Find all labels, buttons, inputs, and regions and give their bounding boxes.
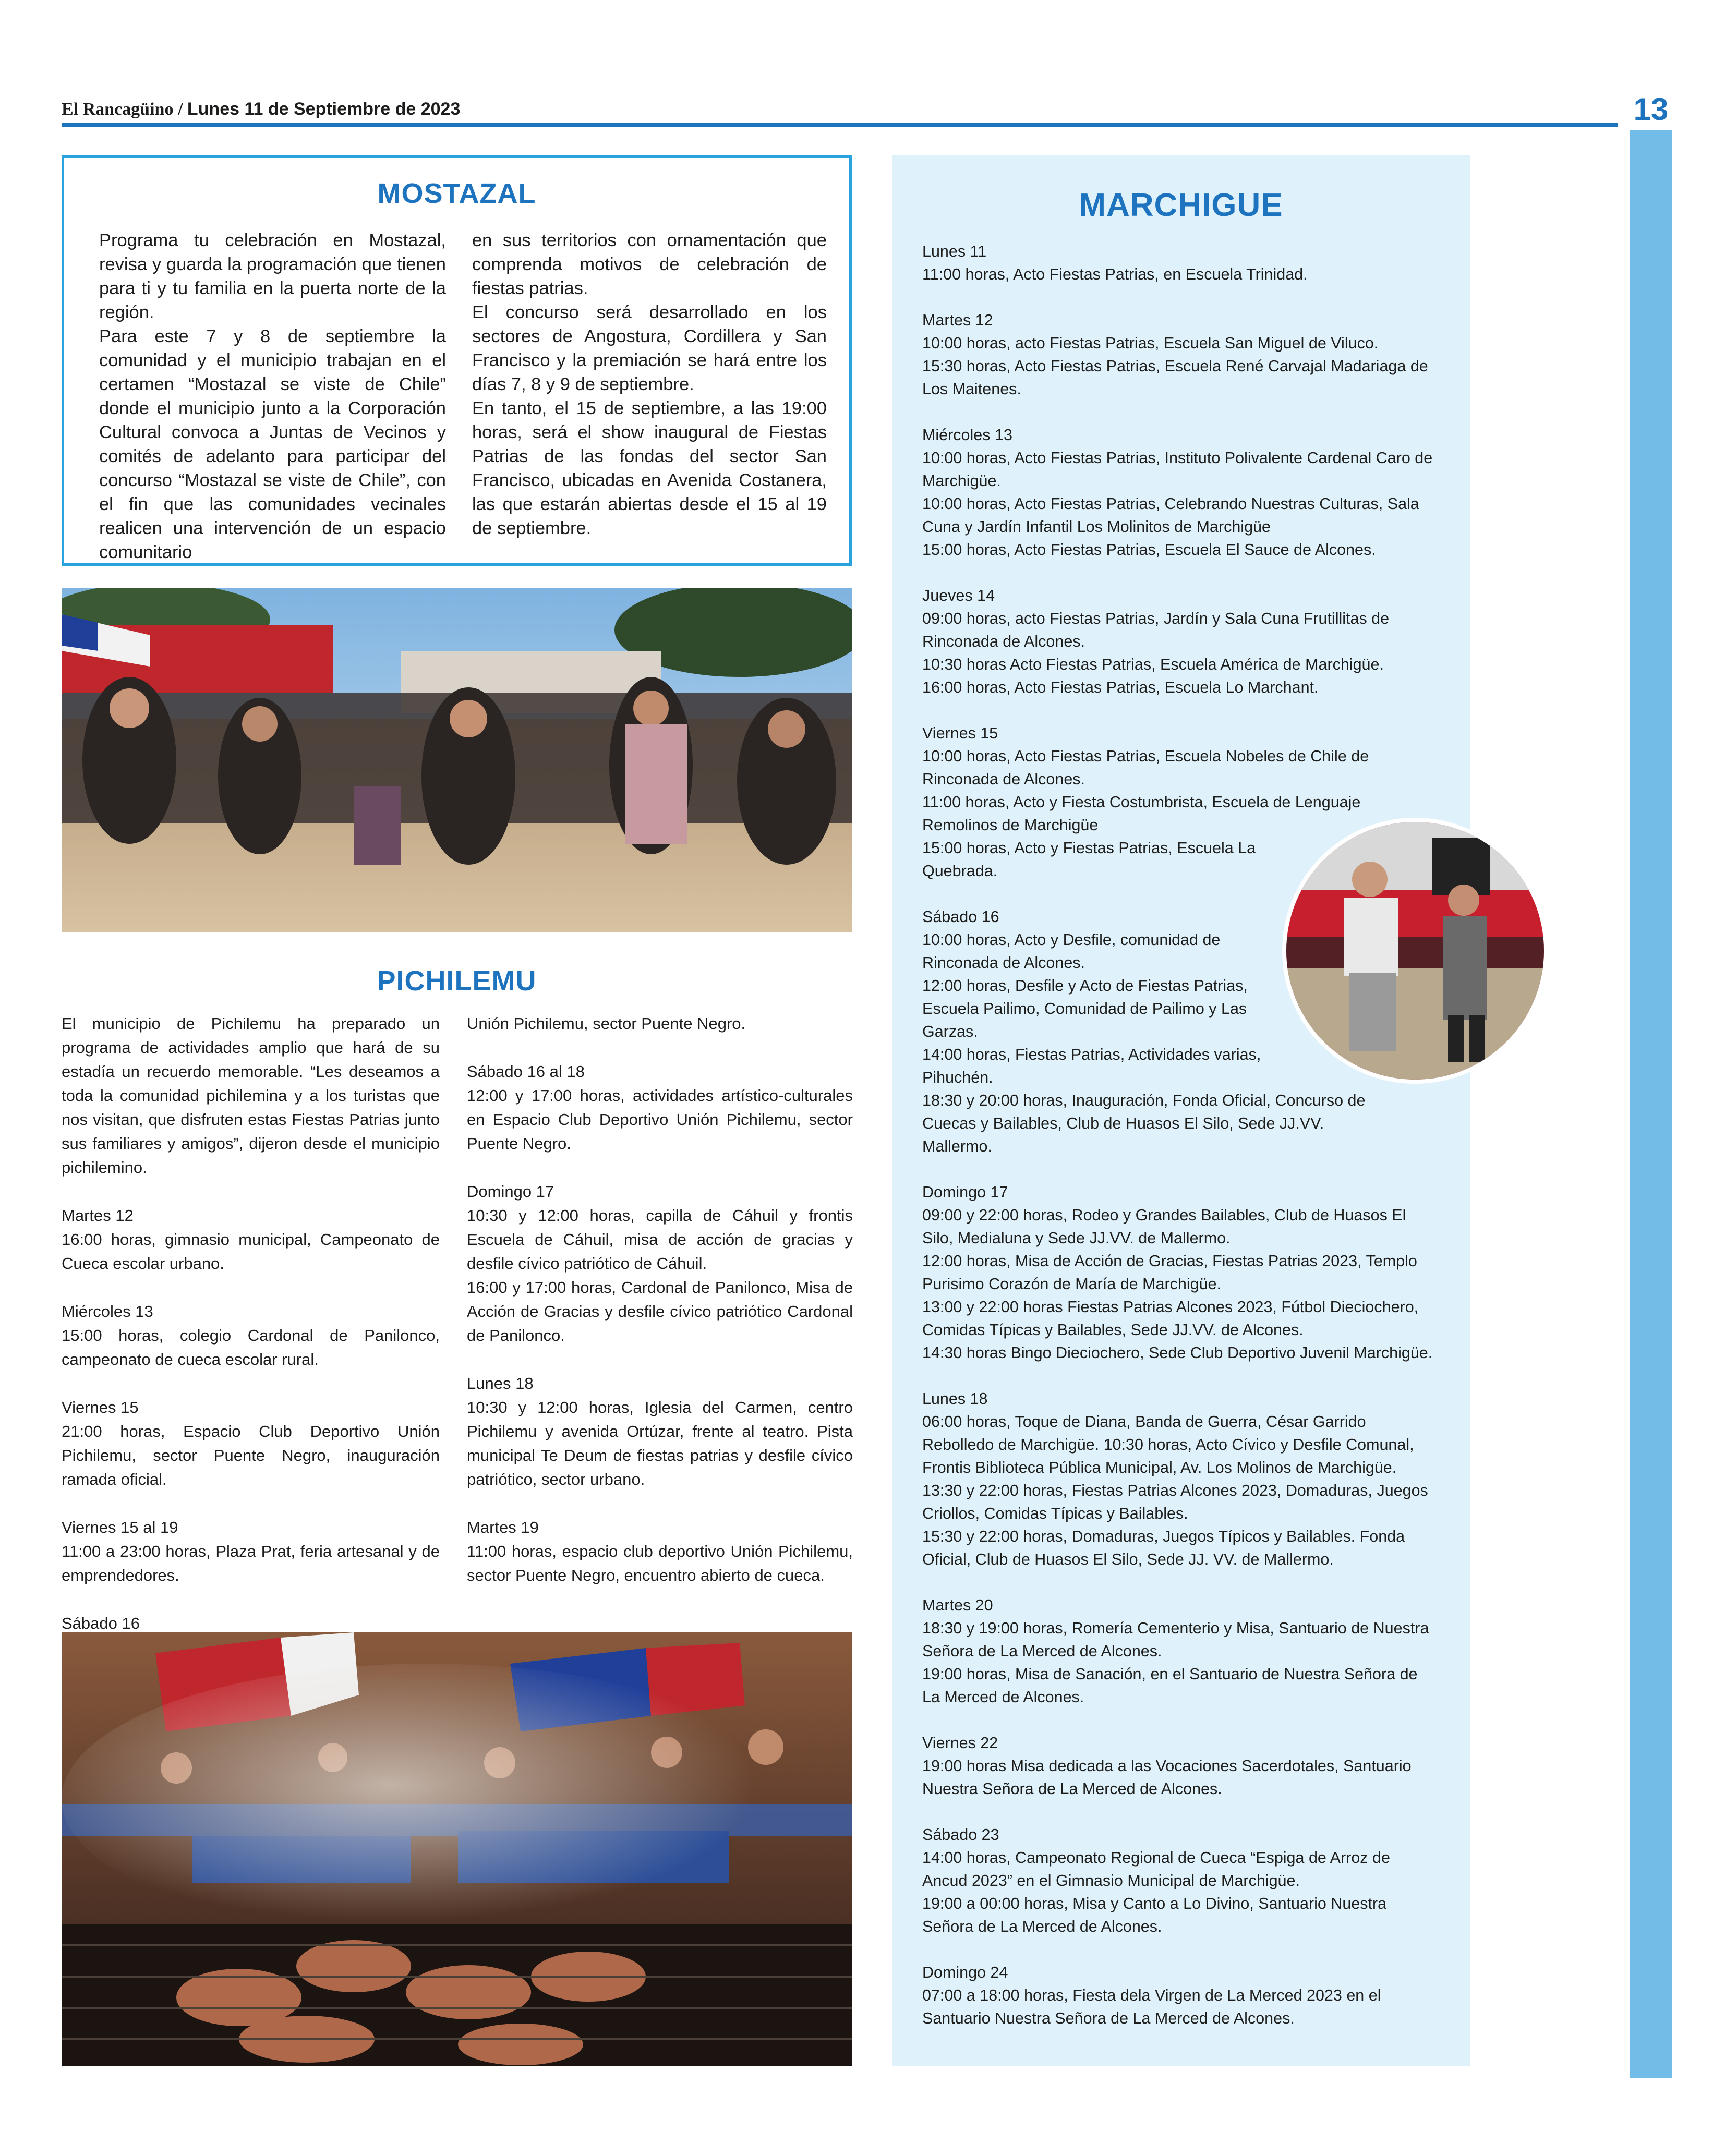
event-line: 10:30 horas Acto Fiestas Patrias, Escuela América de Marchigüe. <box>922 656 1384 673</box>
event-line: 06:00 horas, Toque de Diana, Banda de Guerra, César Garrido Rebolledo de Marchigüe. 10:30 horas, Acto Cívico y Desfile Comunal, Frontis Biblioteca Pública Municipal, Av. Los Molinos de Marchigüe. <box>922 1413 1414 1476</box>
marchigue-day-block <box>922 1181 1433 1364</box>
marchigue-day-block <box>922 722 1433 882</box>
event-line: 07:00 a 18:00 horas, Fiesta dela Virgen de La Merced 2023 en el Santuario Nuestra Señora de La Merced de Alcones. <box>922 1987 1381 2027</box>
marchigue-program <box>922 240 1433 2053</box>
mostazal-column-2 <box>472 228 827 540</box>
day-label: Jueves 14 <box>922 587 995 604</box>
section-label <box>1630 156 1703 296</box>
event-line: 13:00 y 22:00 horas Fiestas Patrias Alcones 2023, Fútbol Dieciochero, Comidas Típicas y Bailables, Sede JJ.VV. de Alcones. <box>922 1298 1419 1339</box>
entry-detail: Unión Pichilemu, sector Puente Negro. <box>467 1014 746 1033</box>
fonda-grill-photo <box>62 1632 852 2066</box>
event-line: 13:30 y 22:00 horas, Fiestas Patrias Alcones 2023, Domaduras, Juegos Criollos, Comidas Típicas y Bailables. <box>922 1482 1428 1522</box>
day-label: Lunes 11 <box>922 243 987 260</box>
page-number: 13 <box>1633 92 1669 127</box>
section-label-text: CRÓNICA <box>1683 205 1703 296</box>
marchigue-day-block <box>922 240 1433 286</box>
issue-date: Lunes 11 de Septiembre de 2023 <box>187 99 461 119</box>
event-line: 16:00 horas, Acto Fiestas Patrias, Escuela Lo Marchant. <box>922 679 1319 696</box>
entry-detail: 21:00 horas, Espacio Club Deportivo Unión Pichilemu, sector Puente Negro, inauguración ramada oficial. <box>62 1422 440 1488</box>
entry-day: Miércoles 13 <box>62 1302 153 1321</box>
pichilemu-entry <box>467 1060 853 1156</box>
masthead <box>62 99 460 119</box>
pichilemu-column-2 <box>467 1012 853 1612</box>
entry-day: Martes 19 <box>467 1518 539 1536</box>
event-line: 15:30 y 22:00 horas, Domaduras, Juegos Típicos y Bailables. Fonda Oficial, Club de Huasos El Silo, Sede JJ. VV. de Mallermo. <box>922 1528 1405 1568</box>
pichilemu-entry <box>467 1012 853 1036</box>
marchigue-day-block <box>922 584 1433 699</box>
event-line: 10:00 horas, Acto y Desfile, comunidad de Rinconada de Alcones. <box>922 931 1221 972</box>
day-label: Viernes 22 <box>922 1734 998 1752</box>
pichilemu-entry <box>62 1300 440 1372</box>
entry-detail: 10:30 y 12:00 horas, Iglesia del Carmen, centro Pichilemu y avenida Ortúzar, frente al teatro. Pista municipal Te Deum de fiestas patrias y desfile cívico patriótico, sector urbano. <box>467 1398 853 1488</box>
marchigue-day-block <box>922 309 1433 401</box>
event-line: 09:00 y 22:00 horas, Rodeo y Grandes Bailables, Club de Huasos El Silo, Medialuna y Sede JJ.VV. de Mallermo. <box>922 1206 1406 1247</box>
entry-day: Lunes 18 <box>467 1374 534 1392</box>
entry-day: Sábado 16 al 18 <box>467 1062 585 1081</box>
pichilemu-entry <box>467 1372 853 1492</box>
day-label: Sábado 16 <box>922 908 999 926</box>
event-line: 19:00 horas, Misa de Sanación, en el Santuario de Nuestra Señora de La Merced de Alcones. <box>922 1665 1418 1706</box>
entry-detail: 16:00 y 17:00 horas, Cardonal de Panilonco, Misa de Acción de Gracias y desfile cívico patriótico Cardonal de Panilonco. <box>467 1278 853 1345</box>
event-line: 12:00 horas, Desfile y Acto de Fiestas Patrias, Escuela Pailimo, Comunidad de Pailimo y Las Garzas. <box>922 977 1248 1040</box>
entry-day: Martes 12 <box>62 1206 134 1225</box>
event-line: 10:00 horas, acto Fiestas Patrias, Escuela San Miguel de Viluco. <box>922 334 1379 352</box>
pichilemu-intro <box>62 1012 440 1180</box>
event-line: 10:00 horas, Acto Fiestas Patrias, Celebrando Nuestras Culturas, Sala Cuna y Jardín Infantil Los Molinitos de Marchigüe <box>922 495 1419 536</box>
entry-detail: 12:00 y 17:00 horas, actividades artístico-culturales en Espacio Club Deportivo Unión Pichilemu, sector Puente Negro. <box>467 1086 853 1153</box>
marchigue-day-block <box>922 1594 1433 1709</box>
entry-day: Sábado 16 <box>62 1614 140 1632</box>
event-line: 19:00 horas Misa dedicada a las Vocaciones Sacerdotales, Santuario Nuestra Señora de La Merced de Alcones. <box>922 1757 1412 1798</box>
event-line: 15:30 horas, Acto Fiestas Patrias, Escuela René Carvajal Madariaga de Los Maitenes. <box>922 357 1428 398</box>
entry-detail: 10:30 y 12:00 horas, capilla de Cáhuil y frontis Escuela de Cáhuil, misa de acción de gracias y desfile cívico patriótico de Cáhuil. <box>467 1206 853 1273</box>
event-line: 09:00 horas, acto Fiestas Patrias, Jardín y Sala Cuna Frutillitas de Rinconada de Alcones. <box>922 610 1390 650</box>
day-label: Lunes 18 <box>922 1390 988 1408</box>
entry-detail: 16:00 horas, gimnasio municipal, Campeonato de Cueca escolar urbano. <box>62 1230 440 1273</box>
day-label: Domingo 17 <box>922 1183 1008 1201</box>
publication-name: El Rancagüino / <box>62 100 183 119</box>
entry-day: Domingo 17 <box>467 1182 554 1201</box>
day-label: Sábado 23 <box>922 1826 999 1844</box>
fair-crowd-photo <box>62 588 852 932</box>
marchigue-day-block <box>922 1387 1433 1571</box>
mostazal-paragraph: Programa tu celebración en Mostazal, revisa y guarda la programación que tienen para ti y tu familia en la puerta norte de la región. <box>99 231 446 322</box>
marchigue-day-block <box>922 1961 1433 2030</box>
event-line: 14:00 horas, Fiestas Patrias, Actividades varias, Pihuchén. <box>922 1046 1261 1086</box>
entry-detail: 15:00 horas, colegio Cardonal de Panilonco, campeonato de cueca escolar rural. <box>62 1326 440 1368</box>
pichilemu-entry <box>62 1516 440 1588</box>
day-label: Miércoles 13 <box>922 426 1012 444</box>
event-line: 10:00 horas, Acto Fiestas Patrias, Instituto Polivalente Cardenal Caro de Marchigüe. <box>922 449 1433 490</box>
mostazal-paragraph: en sus territorios con ornamentación que comprenda motivos de celebración de fiestas patrias. <box>472 231 827 298</box>
mostazal-paragraph: El concurso será desarrollado en los sectores de Angostura, Cordillera y San Francisco y la premiación se hará entre los días 7, 8 y 9 de septiembre. <box>472 302 827 394</box>
entry-day: Viernes 15 <box>62 1398 139 1416</box>
pichilemu-entry <box>62 1204 440 1276</box>
event-line: 10:00 horas, Acto Fiestas Patrias, Escuela Nobeles de Chile de Rinconada de Alcones. <box>922 747 1369 788</box>
marchigue-day-block <box>922 905 1433 1158</box>
mostazal-column-1 <box>99 228 446 564</box>
day-label: Domingo 24 <box>922 1964 1008 1981</box>
day-label: Martes 20 <box>922 1596 993 1614</box>
header-rule <box>62 123 1618 127</box>
entry-detail: 11:00 a 23:00 horas, Plaza Prat, feria artesanal y de emprendedores. <box>62 1542 440 1584</box>
marchigue-day-block <box>922 1731 1433 1800</box>
intro-text: El municipio de Pichilemu ha preparado un programa de actividades amplio que hará de su estadía un recuerdo memorable. “Les deseamos a toda la comunidad pichilemina y a los turistas que nos visitan, que disfruten estas Fiestas Patrias junto sus familiares y amigos”, dijeron desde el municipio pichilemino. <box>62 1014 440 1177</box>
event-line: 18:30 y 19:00 horas, Romería Cementerio y Misa, Santuario de Nuestra Señora de La Merced de Alcones. <box>922 1619 1429 1660</box>
event-line: 14:30 horas Bingo Dieciochero, Sede Club Deportivo Juvenil Marchigüe. <box>922 1344 1433 1362</box>
pichilemu-entry <box>62 1396 440 1492</box>
entry-detail: 11:00 horas, espacio club deportivo Unión Pichilemu, sector Puente Negro, encuentro abierto de cueca. <box>467 1542 853 1584</box>
event-line: 15:00 horas, Acto y Fiestas Patrias, Escuela La Quebrada. <box>922 839 1256 880</box>
event-line: 11:00 horas, Acto Fiestas Patrias, en Escuela Trinidad. <box>922 265 1308 283</box>
pichilemu-entry <box>467 1516 853 1588</box>
mostazal-paragraph: Para este 7 y 8 de septiembre la comunidad y el municipio trabajan en el certamen “Mostazal se viste de Chile” donde el municipio junto a la Corporación Cultural convoca a Juntas de Vecinos y comités de adelanto para participar del concurso “Mostazal se viste de Chile”, con el fin que las comunidades vecinales realicen una intervención de un espacio comunitario <box>99 326 446 562</box>
marchigue-title: MARCHIGUE <box>1079 187 1283 223</box>
day-label: Viernes 15 <box>922 724 998 742</box>
marchigue-day-block <box>922 423 1433 561</box>
event-line: 12:00 horas, Misa de Acción de Gracias, Fiestas Patrias 2023, Templo Purisimo Corazón de María de Marchigüe. <box>922 1252 1417 1293</box>
event-line: 15:00 horas, Acto Fiestas Patrias, Escuela El Sauce de Alcones. <box>922 541 1376 559</box>
mostazal-paragraph: En tanto, el 15 de septiembre, a las 19:00 horas, será el show inaugural de Fiestas Patrias de las fondas del sector San Francisco, ubicadas en Avenida Costanera, las que estarán abiertas desde el 15 al 19 de septiembre. <box>472 398 827 538</box>
pichilemu-column-1 <box>62 1012 440 1683</box>
day-label: Martes 12 <box>922 311 993 329</box>
pichilemu-entry <box>467 1180 853 1348</box>
marchigue-day-block <box>922 1823 1433 1938</box>
pichilemu-title: PICHILEMU <box>377 965 537 997</box>
event-line: 19:00 a 00:00 horas, Misa y Canto a Lo Divino, Santuario Nuestra Señora de La Merced de Alcones. <box>922 1895 1387 1935</box>
section-sidebar <box>1630 130 1672 2078</box>
event-line: 14:00 horas, Campeonato Regional de Cueca “Espiga de Arroz de Ancud 2023” en el Gimnasio Municipal de Marchigüe. <box>922 1849 1390 1889</box>
entry-day: Viernes 15 al 19 <box>62 1518 178 1536</box>
mostazal-title: MOSTAZAL <box>377 178 536 209</box>
event-line: 11:00 horas, Acto y Fiesta Costumbrista, Escuela de Lenguaje Remolinos de Marchigüe <box>922 793 1361 834</box>
event-line: 18:30 y 20:00 horas, Inauguración, Fonda Oficial, Concurso de Cuecas y Bailables, Club de Huasos El Silo, Sede JJ.VV. Mallermo. <box>922 1092 1366 1155</box>
